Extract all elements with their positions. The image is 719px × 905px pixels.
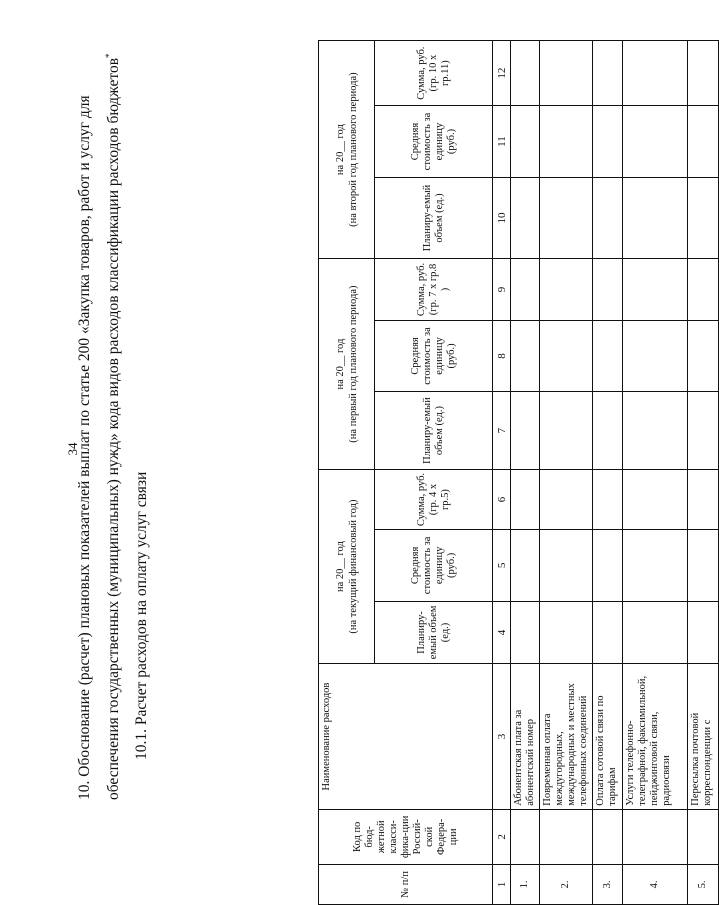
subsection-heading: 10.1. Расчет расходов на оплату услуг связи (133, 471, 150, 760)
column-number: 3 (493, 664, 511, 809)
data-cell (511, 106, 540, 177)
section-heading-line-2 (100, 53, 123, 800)
period-header-plan2 (319, 41, 375, 259)
data-cell (688, 469, 719, 529)
column-number: 6 (493, 469, 511, 529)
expense-name: Абонентская плата за абонентский номер (511, 664, 540, 809)
period-title: на 20__ год (334, 124, 346, 176)
data-cell (688, 320, 719, 391)
data-cell (540, 601, 593, 664)
period-subtitle: (на первый год планового периода) (347, 285, 359, 443)
column-number: 2 (493, 809, 511, 864)
data-cell (623, 469, 688, 529)
column-number: 11 (493, 106, 511, 177)
data-cell (540, 469, 593, 529)
period-header-plan1 (319, 259, 375, 470)
data-cell (540, 392, 593, 470)
code-cell (623, 809, 688, 864)
data-cell (688, 177, 719, 259)
header-row-periods (319, 41, 375, 905)
column-number: 9 (493, 259, 511, 320)
column-number: 7 (493, 392, 511, 470)
data-cell (593, 320, 623, 391)
row-number: 4. (623, 864, 688, 904)
data-cell (593, 259, 623, 320)
code-cell (593, 809, 623, 864)
data-cell (511, 392, 540, 470)
data-cell (593, 106, 623, 177)
footnote-mark: * (104, 53, 114, 58)
period-subtitle: (на текущий финансовый год) (347, 499, 359, 634)
expense-name: Повременная оплата междугородных, международных и местных телефонных соединений (540, 664, 593, 809)
data-cell (688, 530, 719, 601)
expense-name: Пересылка почтовой корреспонденции с (688, 664, 719, 809)
data-cell (623, 530, 688, 601)
column-number: 12 (493, 41, 511, 106)
data-cell (623, 259, 688, 320)
data-cell (623, 41, 688, 106)
row-number: 5. (688, 864, 719, 904)
subcol-unit-cost: Средняя стоимость за единицу (руб.) (375, 106, 493, 177)
column-number: 5 (493, 530, 511, 601)
data-cell (511, 469, 540, 529)
col-header-code: Код по бюд-жетной класси-фика-ции Россий-ской Федера-ции (319, 809, 493, 864)
data-cell (688, 259, 719, 320)
data-cell (511, 601, 540, 664)
data-cell (540, 41, 593, 106)
table-row (623, 41, 688, 905)
column-number: 8 (493, 320, 511, 391)
column-number-row (493, 41, 511, 905)
expense-name: Услуги телефонно-телеграфной, факсимильной, пейджинговой связи, радиосвязи (623, 664, 688, 809)
period-title: на 20__ год (334, 338, 346, 390)
data-cell (623, 177, 688, 259)
code-cell (688, 809, 719, 864)
data-cell (593, 41, 623, 106)
table-row (593, 41, 623, 905)
column-number: 4 (493, 601, 511, 664)
data-cell (688, 106, 719, 177)
data-cell (540, 320, 593, 391)
row-number: 1. (511, 864, 540, 904)
column-number: 1 (493, 864, 511, 904)
data-cell (623, 320, 688, 391)
data-cell (593, 177, 623, 259)
data-cell (593, 469, 623, 529)
data-cell (623, 106, 688, 177)
table-row (511, 41, 540, 905)
data-cell (511, 259, 540, 320)
data-cell (593, 601, 623, 664)
data-cell (593, 392, 623, 470)
table-row (540, 41, 593, 905)
subcol-sum: Сумма, руб. (гр. 10 х гр.11) (375, 41, 493, 106)
period-subtitle: (на второй год планового периода) (347, 72, 359, 227)
data-cell (593, 530, 623, 601)
col-header-name: Наименование расходов (319, 664, 493, 809)
row-number: 3. (593, 864, 623, 904)
row-number: 2. (540, 864, 593, 904)
data-cell (623, 392, 688, 470)
data-cell (688, 601, 719, 664)
data-cell (511, 530, 540, 601)
code-cell (511, 809, 540, 864)
section-heading-line-1: 10. Обоснование (расчет) плановых показателей выплат по статье 200 «Закупка товаров, работ и услуг для (76, 95, 93, 800)
period-header-current (319, 469, 375, 663)
data-cell (511, 320, 540, 391)
data-cell (688, 392, 719, 470)
data-cell (688, 41, 719, 106)
subcol-volume: Планиру-емый объем (ед.) (375, 392, 493, 470)
data-cell (540, 259, 593, 320)
data-cell (511, 41, 540, 106)
code-cell (540, 809, 593, 864)
table-row (688, 41, 719, 905)
page-number: 34 (65, 442, 80, 456)
subcol-volume: Планиру-емый объем (ед.) (375, 177, 493, 259)
subcol-sum: Сумма, руб. (гр. 7 х гр.8 ) (375, 259, 493, 320)
expense-name: Оплата сотовой связи по тарифам (593, 664, 623, 809)
rotated-table-container (318, 40, 713, 905)
data-cell (623, 601, 688, 664)
col-header-no: № п/п (319, 864, 493, 904)
data-cell (540, 177, 593, 259)
communication-expenses-table (318, 40, 719, 905)
period-title: на 20__ год (334, 541, 346, 593)
column-number: 10 (493, 177, 511, 259)
subcol-volume: Планиру-емый объем (ед.) (375, 601, 493, 664)
data-cell (540, 106, 593, 177)
subcol-unit-cost: Средняя стоимость за единицу (руб.) (375, 320, 493, 391)
heading-line-2-text: обеспечения государственных (муниципальных) нужд» кода видов расходов классификации расходов бюджетов (105, 57, 123, 800)
subcol-sum: Сумма, руб. (гр. 4 х гр.5) (375, 469, 493, 529)
data-cell (511, 177, 540, 259)
subcol-unit-cost: Средняя стоимость за единицу (руб.) (375, 530, 493, 601)
data-cell (540, 530, 593, 601)
